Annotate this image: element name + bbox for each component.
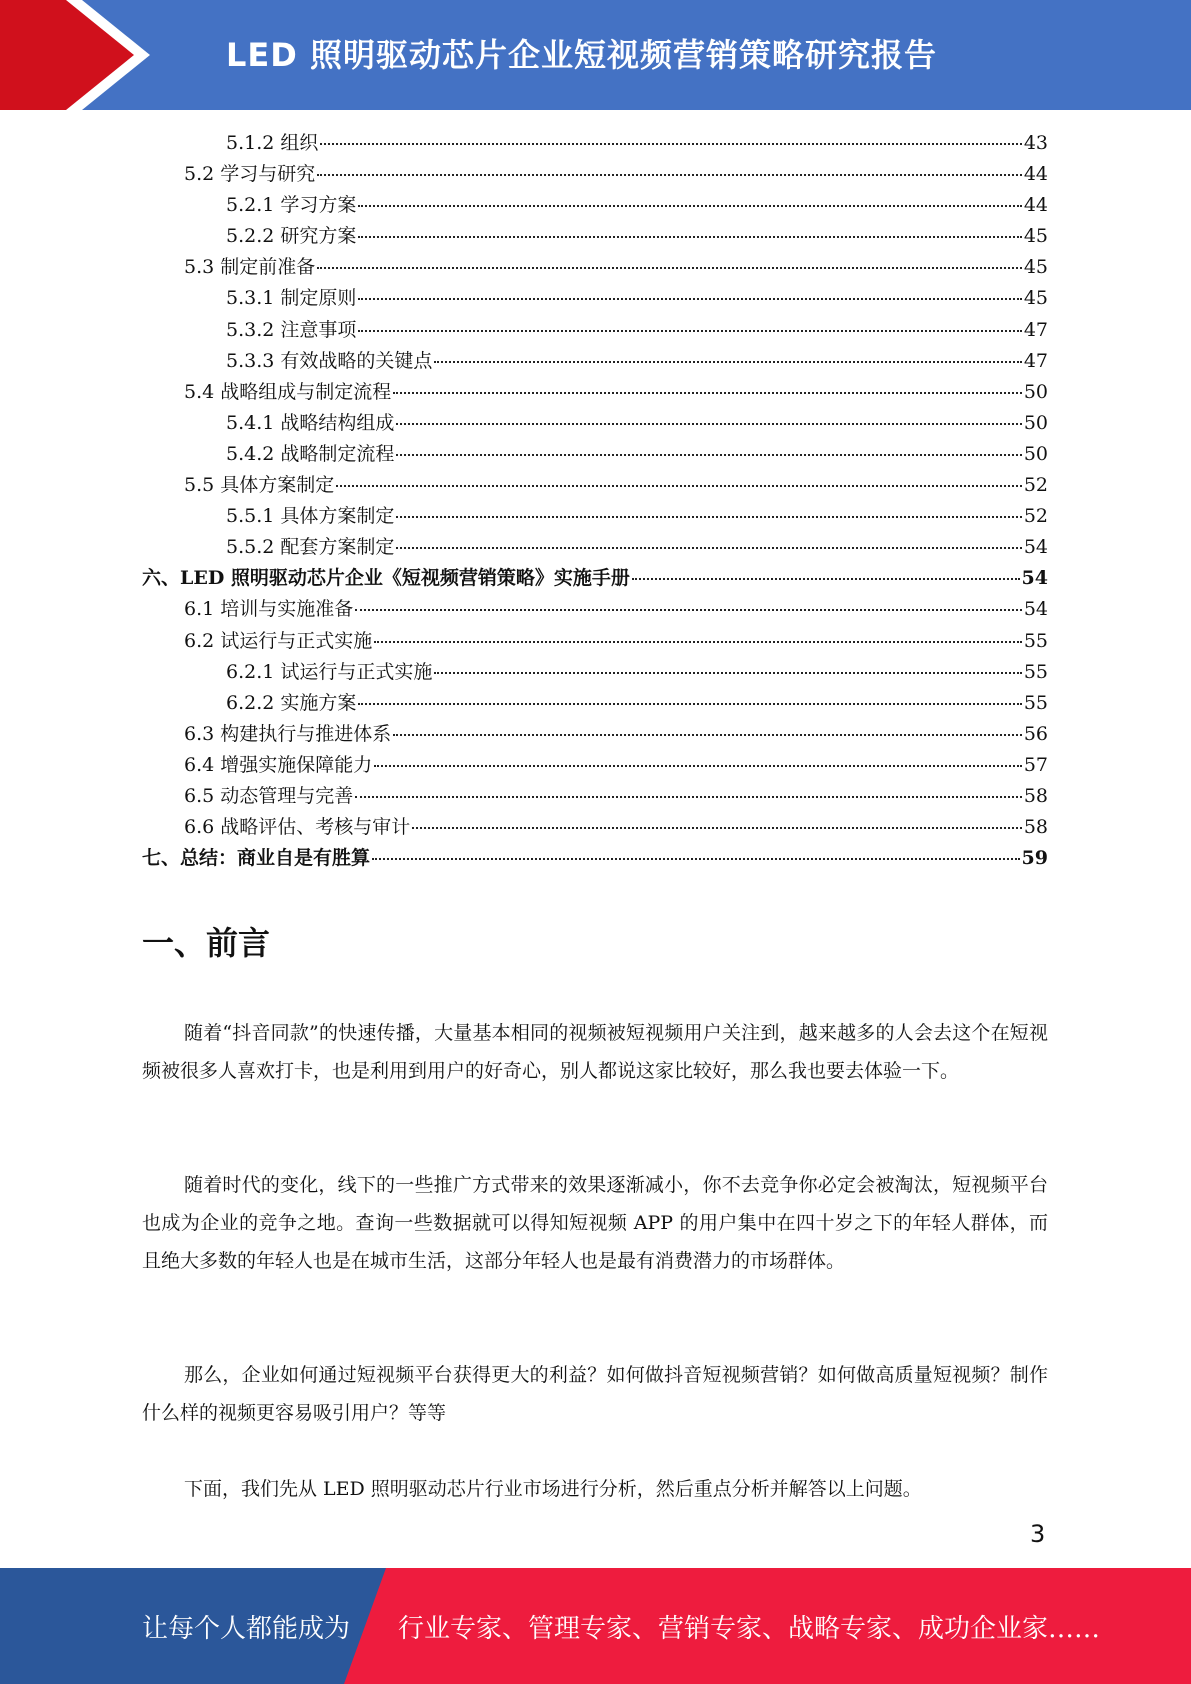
toc-entry[interactable]	[142, 252, 1048, 283]
toc-entry-page: 50	[1023, 442, 1048, 465]
paragraph: 随着“抖音同款”的快速传播，大量基本相同的视频被短视频用户关注到，越来越多的人会去这个在短视频被很多人喜欢打卡，也是利用到用户的好奇心，别人都说这家比较好，那么我也要去体验一下。	[142, 1022, 1048, 1082]
toc-entry-page: 52	[1023, 505, 1048, 528]
toc-entry-page: 47	[1023, 318, 1048, 341]
toc-entry[interactable]	[142, 439, 1048, 470]
page-number: 3	[1030, 1520, 1046, 1548]
toc-entry-page: 45	[1023, 256, 1048, 279]
toc-entry[interactable]	[142, 128, 1048, 159]
toc-entry-page: 54	[1023, 536, 1048, 559]
toc-entry-label: 5.4.1 战略结构组成	[226, 411, 395, 434]
toc-entry-page: 44	[1023, 194, 1048, 217]
toc-leader-dots	[396, 423, 1021, 425]
toc-entry-page: 47	[1023, 349, 1048, 372]
toc-entry-label: 5.2.2 研究方案	[226, 225, 357, 248]
toc-leader-dots	[317, 174, 1022, 176]
toc-leader-dots	[358, 236, 1021, 238]
page-footer	[0, 1568, 1191, 1684]
toc-entry-label: 5.2.1 学习方案	[226, 194, 357, 217]
toc-entry[interactable]	[142, 159, 1048, 190]
toc-entry-label: 七、总结：商业自是有胜算	[142, 847, 371, 870]
toc-leader-dots	[434, 361, 1021, 363]
toc-entry-label: 六、LED 照明驱动芯片企业《短视频营销策略》实施手册	[142, 567, 630, 590]
page-header	[0, 0, 1191, 110]
toc-entry-page: 58	[1023, 784, 1048, 807]
toc-leader-dots	[393, 392, 1022, 394]
paragraph: 那么，企业如何通过短视频平台获得更大的利益？如何做抖音短视频营销？如何做高质量短视频？制作什么样的视频更容易吸引用户？等等	[142, 1364, 1048, 1424]
toc-entry-label: 5.3.1 制定原则	[226, 287, 357, 310]
paragraph: 随着时代的变化，线下的一些推广方式带来的效果逐渐减小，你不去竞争你必定会被淘汰，短视频平台也成为企业的竞争之地。查询一些数据就可以得知短视频 APP 的用户集中在四十岁之下的年轻人群体，而且绝大多数的年轻人也是在城市生活，这部分年轻人也是最有消费潜力的市场群体。	[142, 1174, 1048, 1272]
toc-entry-page: 43	[1023, 132, 1048, 154]
toc-entry[interactable]	[142, 626, 1048, 657]
toc-entry-page: 57	[1023, 753, 1048, 776]
toc-entry-page: 56	[1023, 722, 1048, 745]
toc-entry-page: 52	[1023, 474, 1048, 497]
report-title: LED 照明驱动芯片企业短视频营销策略研究报告	[226, 36, 937, 74]
toc-leader-dots	[358, 205, 1021, 207]
toc-entry-page: 54	[1023, 598, 1048, 621]
toc-entry-label: 6.3 构建执行与推进体系	[184, 722, 392, 745]
toc-leader-dots	[396, 547, 1021, 549]
toc-leader-dots	[358, 298, 1021, 300]
toc-entry-label: 6.2.2 实施方案	[226, 691, 357, 714]
toc-entry-page: 45	[1023, 287, 1048, 310]
toc-entry[interactable]	[142, 377, 1048, 408]
toc-entry[interactable]	[142, 470, 1048, 501]
toc-entry-page: 54	[1021, 567, 1048, 590]
toc-entry[interactable]	[142, 594, 1048, 625]
header-chevron-red	[0, 0, 140, 110]
footer-slogan-right: 行业专家、管理专家、营销专家、战略专家、成功企业家……	[398, 1614, 1101, 1644]
toc-leader-dots	[355, 796, 1022, 798]
toc-entry[interactable]	[142, 657, 1048, 688]
toc-entry[interactable]	[142, 719, 1048, 750]
toc-entry-label: 5.3.2 注意事项	[226, 318, 357, 341]
toc-leader-dots	[358, 330, 1021, 332]
toc-entry-label: 6.2.1 试运行与正式实施	[226, 660, 433, 683]
toc-entry[interactable]	[142, 843, 1048, 874]
toc-leader-dots	[393, 734, 1022, 736]
toc-leader-dots	[396, 516, 1021, 518]
toc-entry-page: 50	[1023, 380, 1048, 403]
toc-entry-label: 5.5 具体方案制定	[184, 474, 335, 497]
toc-entry-label: 6.1 培训与实施准备	[184, 598, 354, 621]
toc-entry-page: 50	[1023, 411, 1048, 434]
toc-entry[interactable]	[142, 408, 1048, 439]
toc-leader-dots	[374, 641, 1022, 643]
toc-entry-label: 5.3.3 有效战略的关键点	[226, 349, 433, 372]
toc-entry[interactable]	[142, 346, 1048, 377]
toc-entry-page: 44	[1023, 163, 1048, 186]
toc-entry-label: 6.4 增强实施保障能力	[184, 753, 373, 776]
toc-leader-dots	[372, 858, 1020, 860]
toc-entry-label: 5.4 战略组成与制定流程	[184, 380, 392, 403]
toc-entry-label: 6.2 试运行与正式实施	[184, 629, 373, 652]
toc-entry-page: 55	[1023, 660, 1048, 683]
toc-entry[interactable]	[142, 501, 1048, 532]
toc-entry[interactable]	[142, 190, 1048, 221]
toc-leader-dots	[632, 578, 1020, 580]
toc-entry-label: 5.3 制定前准备	[184, 256, 316, 279]
toc-entry-label: 5.5.1 具体方案制定	[226, 505, 395, 528]
toc-entry-page: 55	[1023, 691, 1048, 714]
toc-leader-dots	[355, 609, 1022, 611]
table-of-contents	[142, 128, 1048, 874]
toc-leader-dots	[434, 672, 1021, 674]
toc-entry-page: 59	[1021, 847, 1048, 870]
toc-entry-label: 6.5 动态管理与完善	[184, 784, 354, 807]
toc-entry[interactable]	[142, 283, 1048, 314]
toc-entry[interactable]	[142, 563, 1048, 594]
toc-entry[interactable]	[142, 812, 1048, 843]
toc-entry-page: 55	[1023, 629, 1048, 652]
toc-leader-dots	[396, 454, 1021, 456]
toc-entry-label: 6.6 战略评估、考核与审计	[184, 816, 411, 839]
paragraph: 下面，我们先从 LED 照明驱动芯片行业市场进行分析，然后重点分析并解答以上问题。	[184, 1478, 922, 1500]
toc-leader-dots	[320, 143, 1021, 145]
toc-entry-label: 5.2 学习与研究	[184, 163, 316, 186]
toc-entry[interactable]	[142, 750, 1048, 781]
toc-entry[interactable]	[142, 221, 1048, 252]
toc-entry-label: 5.1.2 组织	[226, 132, 319, 154]
toc-entry-page: 45	[1023, 225, 1048, 248]
toc-entry-label: 5.4.2 战略制定流程	[226, 442, 395, 465]
toc-leader-dots	[336, 485, 1022, 487]
toc-entry[interactable]	[142, 315, 1048, 346]
toc-leader-dots	[412, 827, 1022, 829]
toc-leader-dots	[358, 703, 1021, 705]
toc-entry[interactable]	[142, 688, 1048, 719]
toc-entry[interactable]	[142, 532, 1048, 563]
toc-leader-dots	[374, 765, 1022, 767]
toc-entry-page: 58	[1023, 816, 1048, 839]
toc-entry-label: 5.5.2 配套方案制定	[226, 536, 395, 559]
toc-entry[interactable]	[142, 781, 1048, 812]
toc-leader-dots	[317, 267, 1022, 269]
footer-slogan-left: 让每个人都能成为	[142, 1614, 351, 1644]
section-title: 一、前言	[142, 924, 271, 962]
